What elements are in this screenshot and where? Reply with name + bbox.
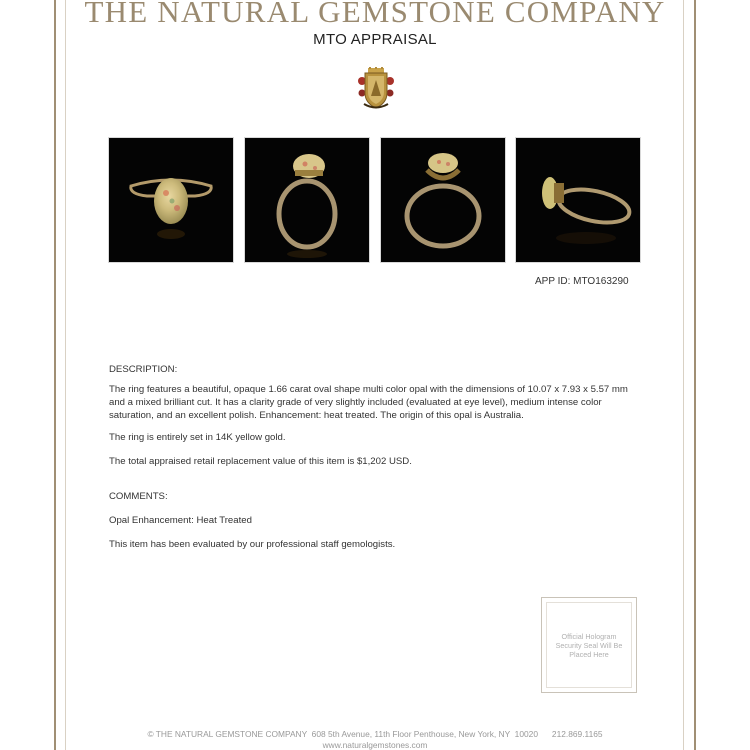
company-name: THE NATURAL GEMSTONE COMPANY [84,0,666,29]
appraisal-id: APP ID: MTO163290 [535,276,629,287]
description-heading: DESCRIPTION: [109,364,178,375]
page-border-right-outer [694,0,696,750]
metal-statement: The ring is entirely set in 14K yellow gold. [109,432,286,443]
hologram-seal-inner-frame [546,602,632,688]
page-border-right-inner [683,0,684,750]
ring-photo-angled [245,138,369,262]
ring-photo-side [516,138,640,262]
comment-evaluation: This item has been evaluated by our professional staff gemologists. [109,539,396,550]
document-title: MTO APPRAISAL [313,31,437,48]
footer-website: www.naturalgemstones.com [322,740,428,750]
crest-logo-icon [357,67,395,111]
comment-enhancement: Opal Enhancement: Heat Treated [109,515,252,526]
description-paragraph: The ring features a beautiful, opaque 1.66 carat oval shape multi color opal with the dimensions of 10.07 x 7.93 x 5.57 mm and a mixed brilliant cut. It has a clarity grade of very slightly included (evaluated at eye level), medium intense color saturation, and an excellent polish. Enhancement: heat treated. The origin of this opal is Australia. [109,384,628,421]
ring-photo-front [109,138,233,262]
hologram-seal-text: Official Hologram Security Seal Will Be Placed Here [555,631,623,659]
hologram-seal-placeholder [541,597,637,693]
comments-heading: COMMENTS: [109,491,168,502]
appraised-value-statement: The total appraised retail replacement value of this item is $1,202 USD. [109,456,412,467]
footer-address: © THE NATURAL GEMSTONE COMPANY 608 5th Avenue, 11th Floor Penthouse, New York, NY 10020 212.869.1165 [147,729,603,739]
ring-photo-profile [381,138,505,262]
page-border-left-outer [54,0,56,750]
page-border-left-inner [65,0,66,750]
